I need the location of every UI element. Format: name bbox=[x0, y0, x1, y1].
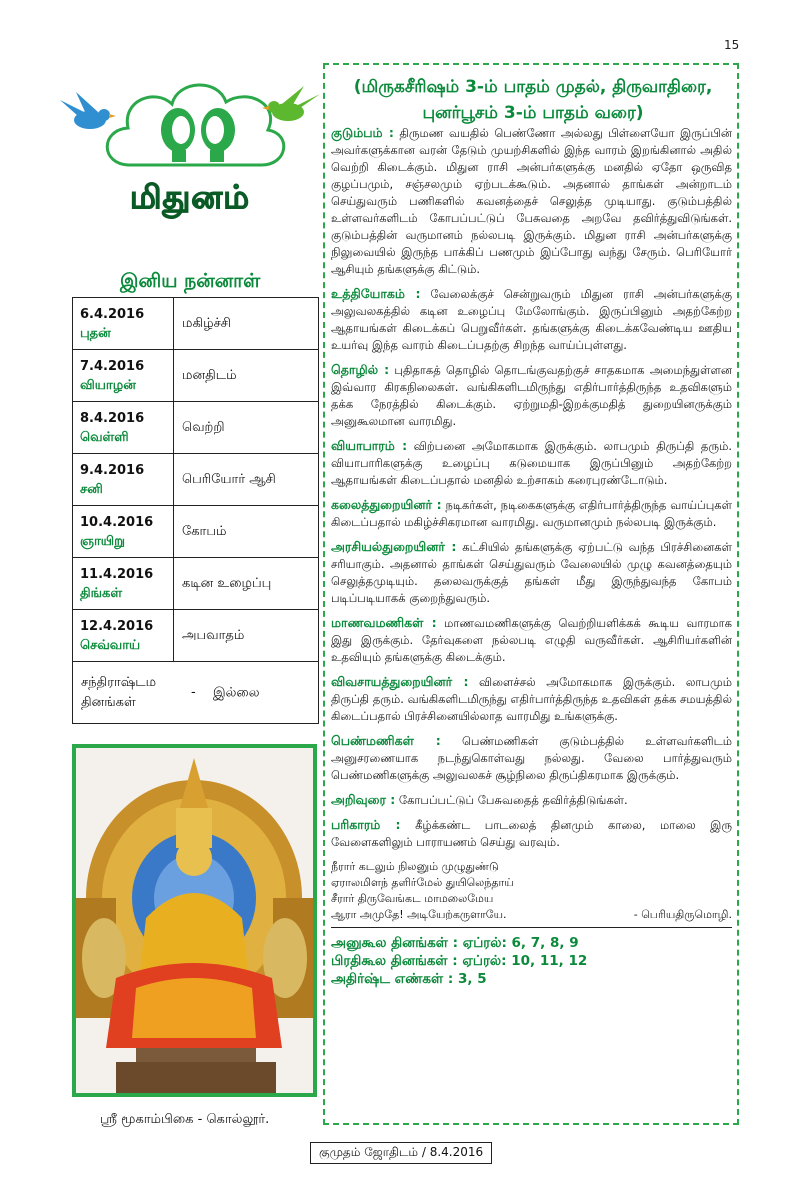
date-cell: 7.4.2016 bbox=[80, 358, 145, 374]
chandrashtama-label: சந்திராஷ்டம தினங்கள் bbox=[81, 674, 157, 710]
table-row bbox=[73, 298, 319, 350]
outcome-cell: கடின உழைப்பு bbox=[174, 558, 319, 610]
section-title: அரசியல்துறையினர் : bbox=[331, 539, 457, 554]
section-text: நடிகர்கள், நடிகைகளுக்கு எதிர்பார்த்திருந்த வாய்ப்புகள் கிடைப்பதால் மகிழ்ச்சிகரமான வாரமிது. வருமானமும் நல்லபடி இருக்கும். bbox=[331, 498, 732, 529]
date-cell: 10.4.2016 bbox=[80, 514, 154, 530]
section-women bbox=[331, 732, 732, 784]
remedy-verse bbox=[331, 859, 732, 923]
lucky-numbers: அதிர்ஷ்ட எண்கள் : 3, 5 bbox=[331, 971, 487, 987]
weekday-cell: செவ்வாய் bbox=[80, 637, 141, 653]
good-days-title: இனிய நன்னாள் bbox=[120, 270, 261, 292]
chandrashtama-dash: - bbox=[191, 685, 196, 700]
section-text: கோபப்பட்டுப் பேசுவதைத் தவிர்த்திடுங்கள். bbox=[395, 793, 628, 807]
date-cell: 11.4.2016 bbox=[80, 566, 154, 582]
blue-bird-icon bbox=[60, 92, 116, 129]
section-text: புதிதாகத் தொழில் தொடங்குவதற்குச் சாதகமாக அமைந்துள்ளன இவ்வார கிரகநிலைகள். வங்கிகளிடமிருந்து எதிர்பார்த்திருந்த உதவிகளும் தக்க நேரத்தில் கிடைக்கும். ஏற்றுமதி-இறக்குமதித் துறையினருக்கும் அனுகூலமான வாரமிது. bbox=[331, 363, 732, 428]
verse-line: நீரார் கடலும் நிலனும் முழுதுண்டு bbox=[331, 860, 499, 873]
nakshatra-heading bbox=[340, 74, 726, 126]
chandrashtama-cell bbox=[73, 662, 319, 724]
weekday-cell: புதன் bbox=[80, 325, 111, 341]
section-arts bbox=[331, 496, 732, 531]
verse-line: ஏராலமிளந் தளிர்மேல் துயிலெந்தாய் bbox=[331, 876, 514, 889]
section-text: விற்பனை அமோகமாக இருக்கும். லாபமும் திருப்தி தரும். வியாபாரிகளுக்கு உழைப்பு கடுமையாக இருப்பினும் அதற்கேற்ற ஆதாயங்கள் கிடைப்பதால் மனதில் உற்சாகம் கரைபுரண்டோடும். bbox=[331, 439, 732, 487]
page-footer: குமுதம் ஜோதிடம் / 8.4.2016 bbox=[310, 1142, 492, 1164]
divider bbox=[331, 927, 732, 928]
outcome-cell: மகிழ்ச்சி bbox=[174, 298, 319, 350]
good-days-table bbox=[72, 297, 319, 724]
section-business bbox=[331, 361, 732, 430]
outcome-cell: கோபம் bbox=[174, 506, 319, 558]
table-row bbox=[73, 558, 319, 610]
unfavourable-days: பிரதிகூல தினங்கள் : ஏப்ரல்: 10, 11, 12 bbox=[331, 953, 588, 969]
section-politics bbox=[331, 538, 732, 607]
weekday-cell: சனி bbox=[80, 481, 103, 497]
table-row bbox=[73, 402, 319, 454]
section-title: தொழில் : bbox=[331, 362, 390, 377]
outcome-cell: பெரியோர் ஆசி bbox=[174, 454, 319, 506]
section-text: திருமண வயதில் பெண்ணோ அல்லது பிள்ளையோ இருப்பின் அவர்களுக்கான வரன் தேடும் முயற்சிகளில் இந்த வாரம் இறங்கினால் அதில் வெற்றி கிடைக்கும். மிதுன ராசி அன்பர்களுக்கு மனதில் ஏதோ ஒருவித குழப்பமும், சஞ்சலமும் ஏற்படக்கூடும். அதனால் தாங்கள் அன்றாடம் செய்துவரும் பணிகளில் கவனத்தைச் செலுத்த முடியாது. குடும்பத்தில் உள்ளவர்களிடம் கோபப்பட்டுப் பேசுவதை அறவே தவிர்த்துவிடுங்கள். குடும்பத்தின் வருமானம் நல்லபடி இருக்கும். மிதுன ராசி அன்பர்களுக்கு நிலுவையில் இருந்த பாக்கிப் பணமும் இப்போது வந்து சேரும். பெரியோர் ஆசியும் தங்களுக்கு கிட்டும். bbox=[331, 126, 733, 276]
date-cell: 9.4.2016 bbox=[80, 462, 145, 478]
gemini-emblem bbox=[60, 70, 320, 190]
verse-source: - பெரியதிருமொழி. bbox=[633, 908, 732, 921]
table-row bbox=[73, 350, 319, 402]
section-text: வேலைக்குச் சென்றுவரும் மிதுன ராசி அன்பர்களுக்கு அலுவலகத்தில் கடின உழைப்பு மேலோங்கும். இருப்பினும் அதற்கேற்ற ஆதாயங்கள் கிடைக்கப் பெறுவீர்கள். தங்களுக்கு கிடைக்கவேண்டிய ஊதிய உயர்வு இந்த வாரம் கிடைப்பதற்கு சிறந்த வாய்ப்புள்ளது. bbox=[331, 287, 732, 352]
outcome-cell: வெற்றி bbox=[174, 402, 319, 454]
deity-illustration bbox=[76, 748, 313, 1093]
section-family bbox=[331, 124, 732, 278]
cloud-shape bbox=[107, 85, 284, 165]
section-trade bbox=[331, 437, 732, 489]
section-text: விளைச்சல் அமோகமாக இருக்கும். லாபமும் திருப்தி தரும். வங்கிகளிடமிருந்து எதிர்பார்த்திருந்த உதவிகள் தக்க சமயத்தில் கிடைப்பதால் பிரச்சினையில்லாத வாரமிது உங்களுக்கு. bbox=[331, 675, 732, 723]
section-remedy bbox=[331, 816, 732, 851]
heading-line-1: (மிருகசீரிஷம் 3-ம் பாதம் முதல், திருவாதிரை, bbox=[353, 77, 713, 97]
verse-line: சீரார் திருவேங்கட மாமலைமேய bbox=[331, 892, 494, 905]
section-title: உத்தியோகம் : bbox=[331, 286, 421, 301]
verse-line: ஆரா அமுதே! அடியேற்கருளாயே. bbox=[331, 908, 507, 921]
section-text: கட்சியில் தங்களுக்கு ஏற்பட்டு வந்த பிரச்சினைகள் சரியாகும். அதனால் தாங்கள் செய்துவரும் வேலையில் முழு கவனத்தையும் செலுத்தமுடியும். தலைவருக்குத் தங்கள் மீது இருந்துவந்த கோபம் படிப்படியாகக் குறைந்துவரும். bbox=[331, 540, 732, 605]
verse-last-row bbox=[331, 907, 732, 923]
section-title: வியாபாரம் : bbox=[331, 438, 408, 453]
table-row bbox=[73, 662, 319, 724]
date-cell: 6.4.2016 bbox=[80, 306, 145, 322]
section-text: பெண்மணிகள் குடும்பத்தில் உள்ளவர்களிடம் அனுசரணையாக நடந்துகொள்வது நல்லது. வேலை பார்த்துவரும் பெண்மணிகளுக்கு அலுவலகச் சூழ்நிலை திருப்திகரமாக இருக்கும். bbox=[331, 734, 732, 782]
weekday-cell: வியாழன் bbox=[80, 377, 136, 393]
outcome-cell: அபவாதம் bbox=[174, 610, 319, 662]
date-cell: 12.4.2016 bbox=[80, 618, 154, 634]
outcome-cell: மனதிடம் bbox=[174, 350, 319, 402]
table-row bbox=[73, 506, 319, 558]
page-number: 15 bbox=[724, 38, 740, 52]
lucky-info bbox=[331, 934, 732, 988]
favourable-days: அனுகூல தினங்கள் : ஏப்ரல்: 6, 7, 8, 9 bbox=[331, 935, 579, 951]
section-title: மாணவமணிகள் : bbox=[331, 615, 437, 630]
section-title: கலைத்துறையினர் : bbox=[331, 497, 442, 512]
deity-photo bbox=[72, 744, 317, 1097]
photo-caption: ஸ்ரீ மூகாம்பிகை - கொல்லூர். bbox=[100, 1112, 270, 1127]
forecast-body bbox=[331, 124, 732, 988]
chandrashtama-value: இல்லை bbox=[213, 685, 260, 700]
table-row bbox=[73, 454, 319, 506]
section-title: பரிகாரம் : bbox=[331, 817, 401, 832]
weekday-cell: ஞாயிறு bbox=[80, 533, 125, 549]
date-cell: 8.4.2016 bbox=[80, 410, 145, 426]
section-text: கீழ்க்கண்ட பாடலைத் தினமும் காலை, மாலை இரு வேளைகளிலும் பாராயணம் செய்து வரவும். bbox=[331, 818, 732, 849]
section-title: விவசாயத்துறையினர் : bbox=[331, 674, 469, 689]
heading-line-2: புனர்பூசம் 3-ம் பாதம் வரை) bbox=[422, 103, 644, 123]
section-text: மாணவமணிகளுக்கு வெற்றியளிக்கக் கூடிய வாரமாக இது இருக்கும். தேர்வுகளை நல்லபடி எழுதி வருவீர்கள். ஆசிரியர்களின் உதவியும் தங்களுக்கு கிடைக்கும். bbox=[331, 616, 733, 664]
section-title: அறிவுரை : bbox=[331, 792, 396, 807]
weekday-cell: வெள்ளி bbox=[80, 429, 129, 445]
section-students bbox=[331, 614, 732, 666]
section-title: பெண்மணிகள் : bbox=[331, 733, 441, 748]
section-title: குடும்பம் : bbox=[331, 125, 394, 140]
section-employment bbox=[331, 285, 732, 354]
section-agriculture bbox=[331, 673, 732, 725]
rasi-title: மிதுனம் bbox=[130, 178, 251, 216]
section-advice bbox=[331, 791, 732, 809]
table-row bbox=[73, 610, 319, 662]
weekday-cell: திங்கள் bbox=[80, 585, 123, 601]
